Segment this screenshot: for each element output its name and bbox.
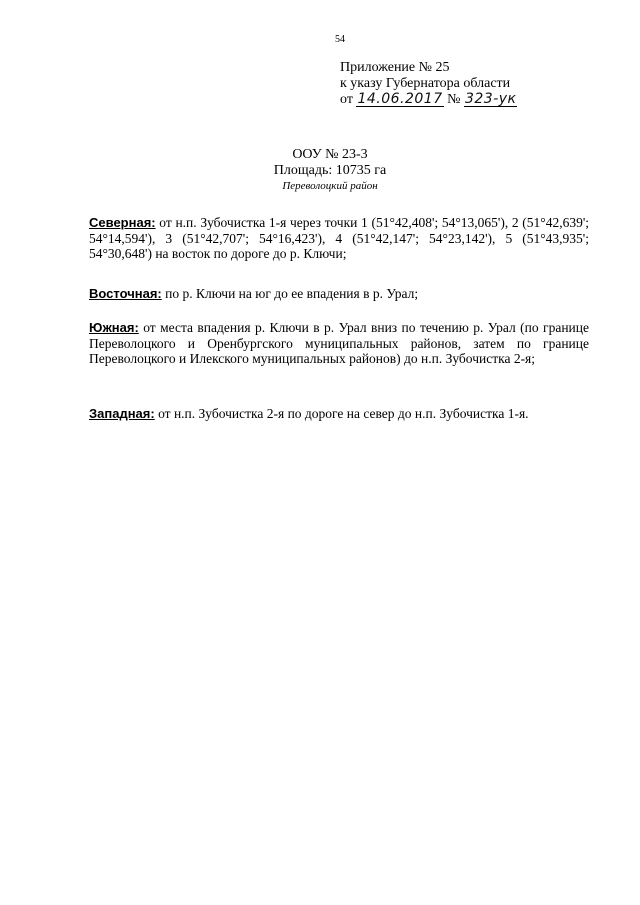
boundary-west <box>89 406 589 422</box>
territory-title-block <box>0 147 640 193</box>
appendix-title: Приложение № 25 <box>340 60 450 75</box>
territory-area: Площадь: 10735 га <box>273 163 387 178</box>
boundary-west-heading: Западная: <box>89 406 155 421</box>
appendix-date-number-line <box>340 92 517 108</box>
boundary-east-text: по р. Ключи на юг до ее впадения в р. Урал; <box>165 286 419 301</box>
boundary-south <box>89 320 589 367</box>
territory-district: Переволоцкий район <box>282 180 378 192</box>
handwritten-date: 14.06.2017 <box>357 91 443 107</box>
boundary-north-text: от н.п. Зубочистка 1-я через точки 1 (51°42,408'; 54°13,065'), 2 (51°42,639'; 54°14,594'), 3 (51°42,707'; 54°16,423'), 4 (51°42,147'; 54°23,142'), 5 (51°43,935'; 54°30,648') на восток по дороге до р. Ключи; <box>89 215 590 261</box>
page-number: 54 <box>335 34 345 45</box>
date-prefix: от <box>340 92 353 107</box>
boundary-south-heading: Южная: <box>89 320 139 335</box>
boundary-west-text: от н.п. Зубочистка 2-я по дороге на север до н.п. Зубочистка 1-я. <box>158 406 529 421</box>
boundary-east <box>89 286 589 302</box>
territory-code: ООУ № 23-3 <box>292 147 368 162</box>
boundary-east-heading: Восточная: <box>89 286 162 301</box>
appendix-decree-reference: к указу Губернатора области <box>340 76 511 91</box>
boundary-south-text: от места впадения р. Ключи в р. Урал вниз по течению р. Урал (по границе Переволоцкого и Оренбургского муниципальных районов, затем по границе Переволоцкого и Илекского муниципальных районов) до н.п. Зубочистка 2-я; <box>89 320 589 366</box>
handwritten-decree-number: 323-ук <box>464 91 517 107</box>
boundary-north-heading: Северная: <box>89 215 156 230</box>
number-prefix: № <box>447 92 461 107</box>
boundary-north <box>89 215 589 262</box>
appendix-header <box>340 60 517 108</box>
